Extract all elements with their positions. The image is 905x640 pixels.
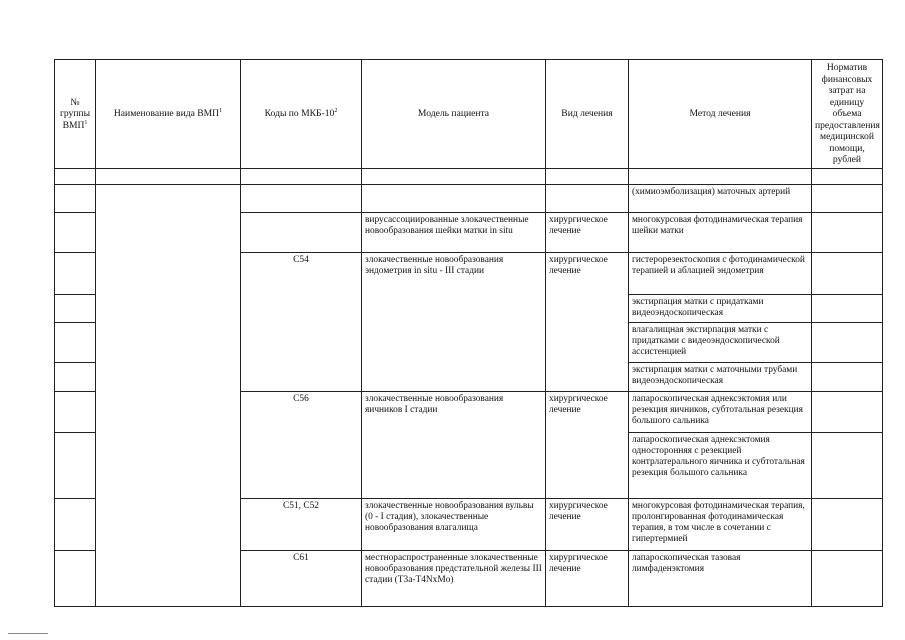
table-row bbox=[55, 168, 883, 184]
footnote-divider bbox=[8, 633, 48, 634]
method-cell: лапароскопическая аднексэктомия односторонняя с резекцией контрлатерального яичника и субтотальная резекция большого сальника bbox=[629, 432, 812, 498]
model-cell: местнораспространенные злокачественные новообразования предстательной железы III стадии (T3a-T4NxMo) bbox=[362, 550, 546, 606]
header-cost-norm: Норматив финансовых затрат на единицу объема предоставления медицинской помощи, рублей bbox=[812, 60, 883, 169]
header-patient-model: Модель пациента bbox=[362, 60, 546, 169]
header-group-number: № группы ВМП$^1$ bbox=[55, 60, 96, 169]
header-row bbox=[55, 60, 883, 169]
type-cell: хирургическое лечение bbox=[546, 498, 629, 550]
header-treatment-type: Вид лечения bbox=[546, 60, 629, 169]
type-cell: хирургическое лечение bbox=[546, 550, 629, 606]
model-cell: вирусассоциированные злокачественные новообразования шейки матки in situ bbox=[362, 212, 546, 252]
method-cell: многокурсовая фотодинамическая терапия, пролонгированная фотодинамическая терапия, в том числе в сочетании с гипертермией bbox=[629, 498, 812, 550]
header-icd-codes: Коды по МКБ-$10^2$ bbox=[241, 60, 362, 169]
medical-care-table bbox=[54, 59, 883, 607]
model-cell: злокачественные новообразования яичников I стадии bbox=[362, 391, 546, 498]
method-cell: лапароскопическая аднексэктомия или резекция яичников, субтотальная резекция большого сальника bbox=[629, 391, 812, 432]
type-cell: хирургическое лечение bbox=[546, 252, 629, 391]
model-cell: злокачественные новообразования эндометрия in situ - III стадии bbox=[362, 252, 546, 391]
icd-code-cell: C61 bbox=[241, 550, 362, 606]
header-vmp-name: Наименование вида ВМП$^1$ bbox=[96, 60, 241, 169]
type-cell: хирургическое лечение bbox=[546, 391, 629, 498]
icd-code-cell: C54 bbox=[241, 252, 362, 391]
type-cell: хирургическое лечение bbox=[546, 212, 629, 252]
method-cell: экстирпация матки с маточными трубами видеоэндоскопическая bbox=[629, 362, 812, 391]
vmp-name-cell bbox=[96, 184, 241, 606]
method-cell: гистерорезектоскопия с фотодинамической терапией и аблацией эндометрия bbox=[629, 252, 812, 294]
icd-code-cell: C51, C52 bbox=[241, 498, 362, 550]
method-cell: (химиоэмболизация) маточных артерий bbox=[629, 184, 812, 212]
method-cell: лапароскопическая тазовая лимфаденэктомия bbox=[629, 550, 812, 606]
icd-code-cell: C56 bbox=[241, 391, 362, 498]
header-treatment-method: Метод лечения bbox=[629, 60, 812, 169]
table-row bbox=[55, 184, 883, 212]
model-cell: злокачественные новообразования вульвы (0 - I стадия), злокачественные новообразования влагалища bbox=[362, 498, 546, 550]
method-cell: влагалищная экстирпация матки с придатками с видеоэндоскопической ассистенцией bbox=[629, 322, 812, 362]
method-cell: многокурсовая фотодинамическая терапия шейки матки bbox=[629, 212, 812, 252]
method-cell: экстирпация матки с придатками видеоэндоскопическая bbox=[629, 294, 812, 322]
